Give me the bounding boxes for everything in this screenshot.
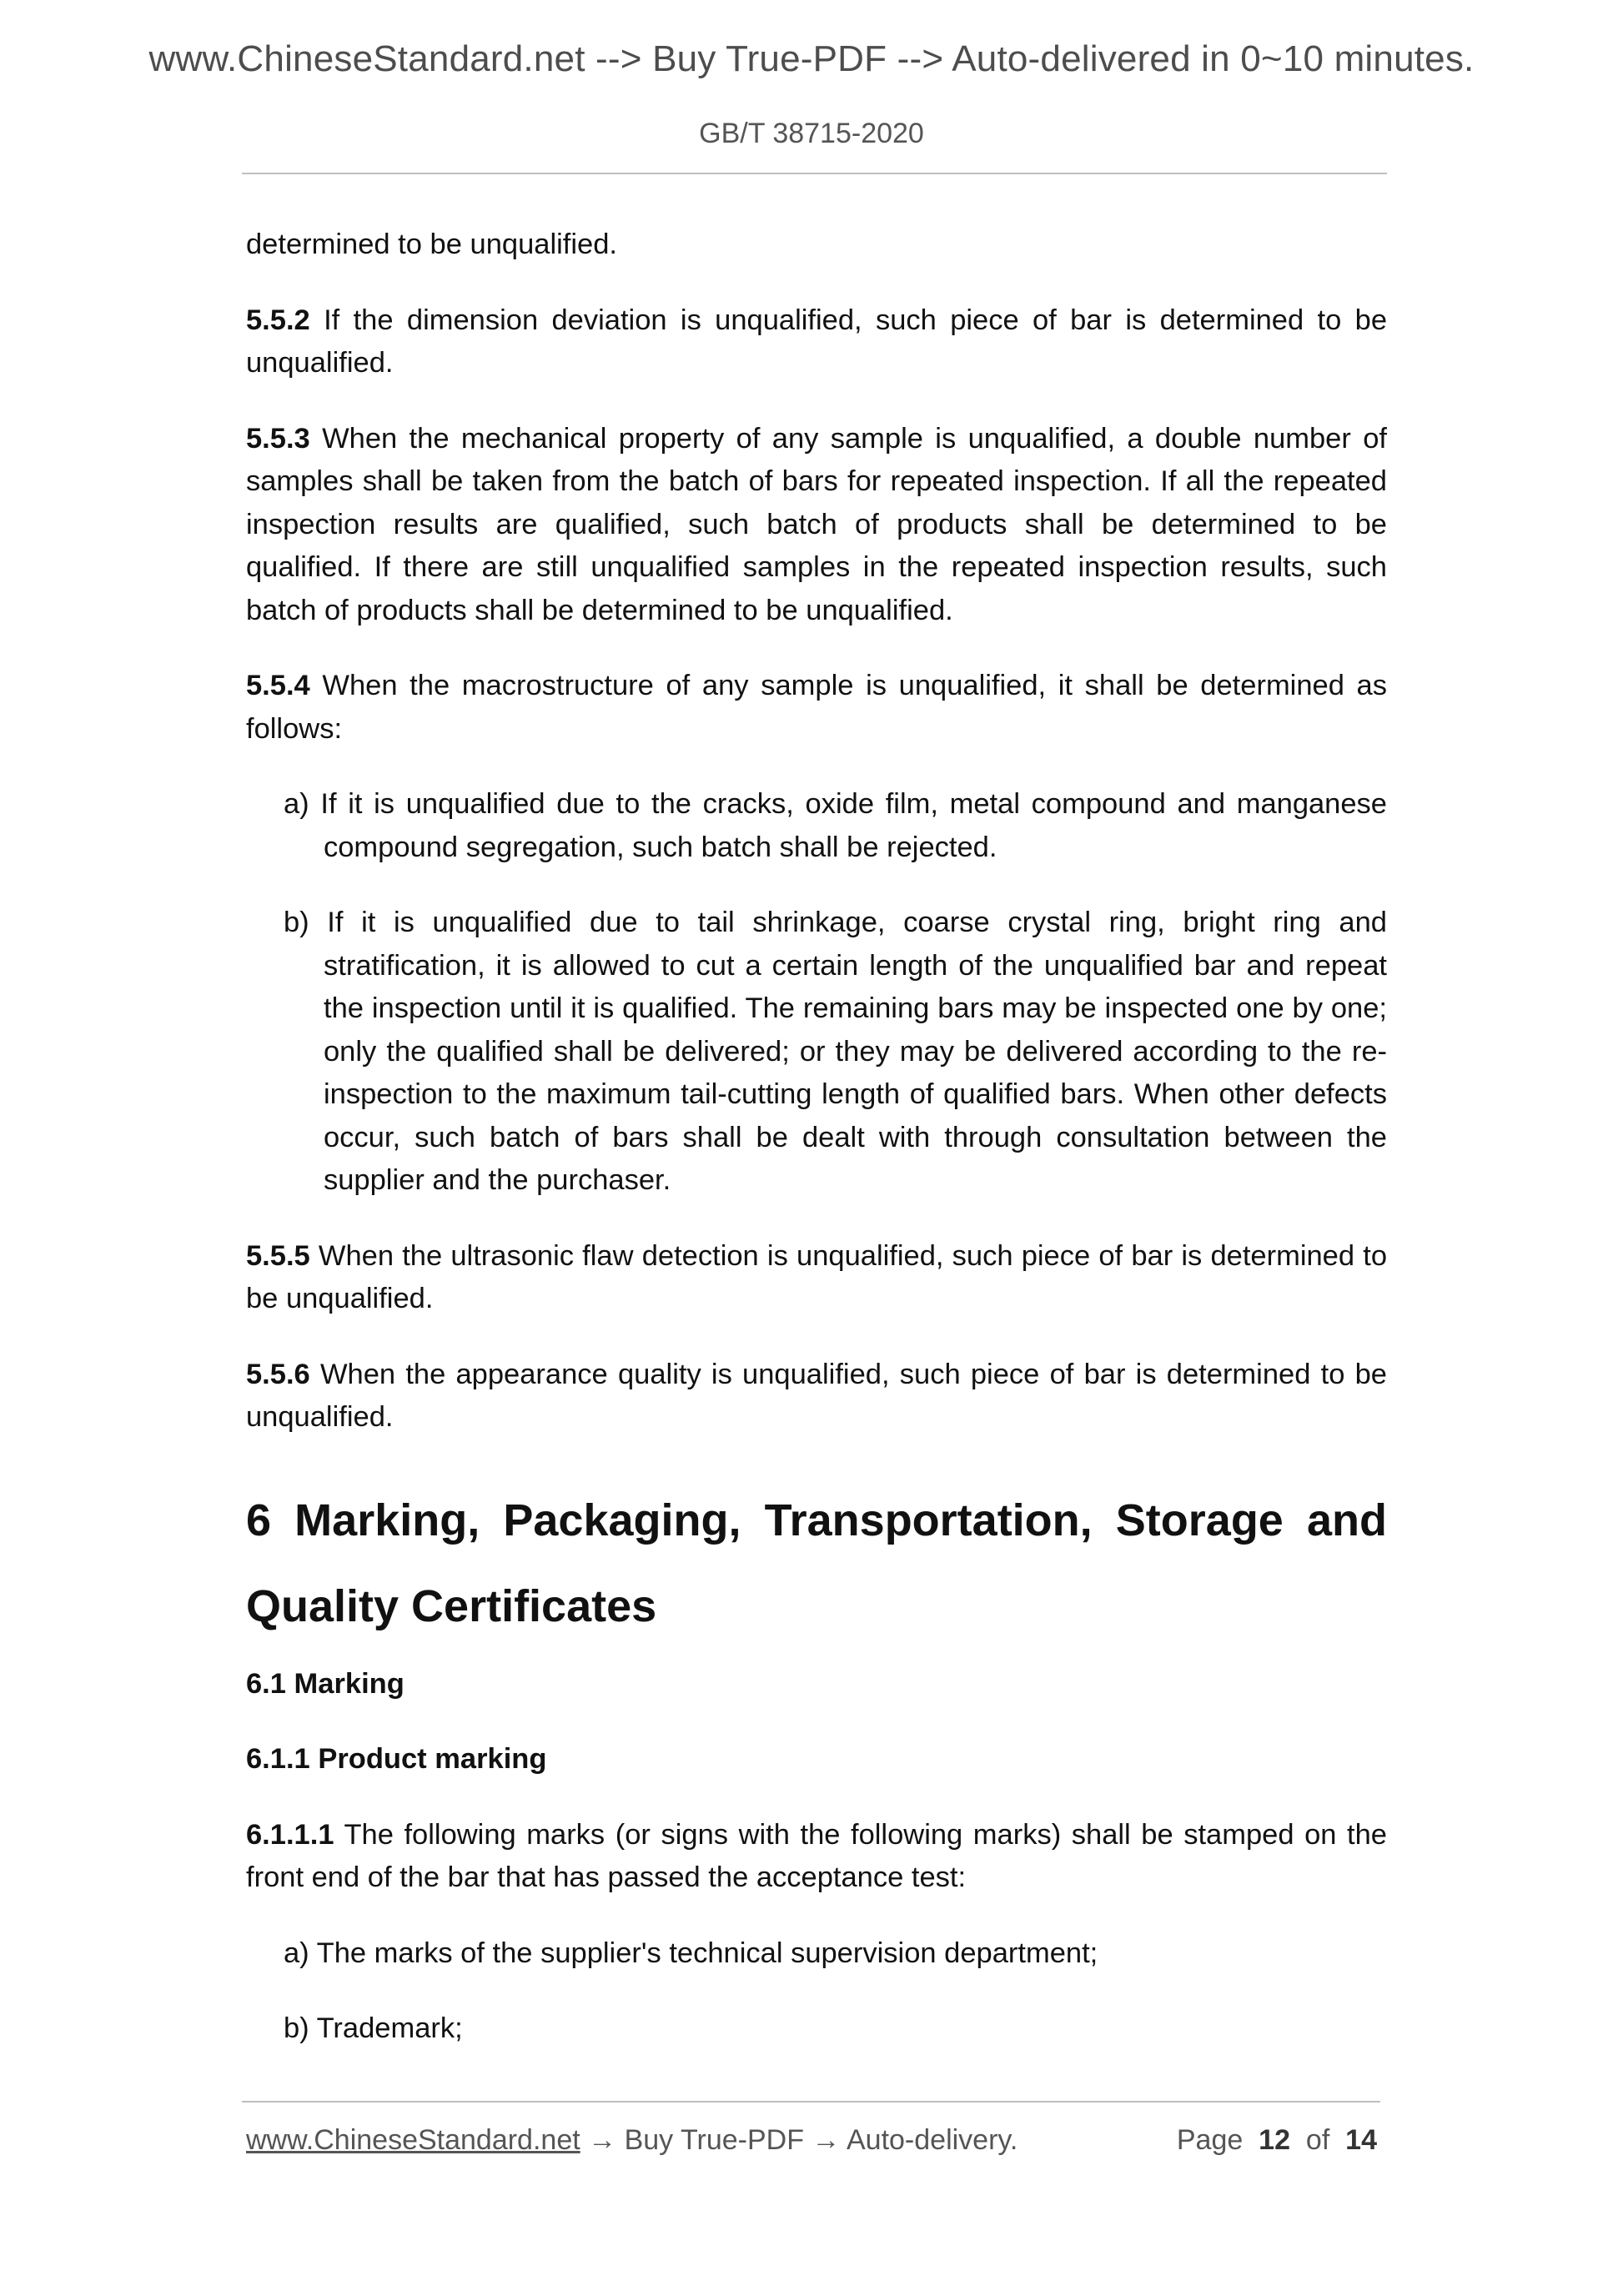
clause-number: 5.5.3 bbox=[246, 422, 310, 455]
section-heading-6-1: 6.1 Marking bbox=[246, 1667, 404, 1700]
clause-5-5-2 bbox=[246, 299, 1387, 385]
page-indicator bbox=[1177, 2124, 1377, 2157]
page-total: 14 bbox=[1345, 2124, 1377, 2156]
clause-5-5-6 bbox=[246, 1354, 1387, 1439]
footer-left bbox=[246, 2124, 1018, 2157]
page-current: 12 bbox=[1259, 2124, 1290, 2156]
section-heading-6-1-1: 6.1.1 Product marking bbox=[246, 1743, 547, 1775]
list-item-b: b) Trademark; bbox=[284, 2012, 463, 2044]
chapter-heading-line1: 6 Marking, Packaging, Transportation, Storage and bbox=[246, 1495, 1387, 1545]
header-divider bbox=[242, 173, 1387, 174]
top-banner: www.ChineseStandard.net --> Buy True-PDF --> Auto-delivered in 0~10 minutes. bbox=[148, 38, 1475, 79]
clause-number: 6.1.1.1 bbox=[246, 1818, 334, 1851]
footer-site-link[interactable]: www.ChineseStandard.net bbox=[246, 2124, 580, 2156]
clause-6-1-1-1 bbox=[246, 1814, 1387, 1900]
page-footer bbox=[246, 2124, 1380, 2164]
clause-5-5-3 bbox=[246, 418, 1387, 633]
list-item-b: b) If it is unqualified due to tail shrinkage, coarse crystal ring, bright ring and stratification, it is allowed to cut a certain length of the unqualified bar and repeat the inspection until it is qualified. The remaining bars may be inspected one by one; only the qualified shall be delivered; or they may be delivered according to the re-inspection to the maximum tail-cutting length of qualified bars. When other defects occur, such batch of bars shall be dealt with through consultation between the supplier and the purchaser. bbox=[284, 907, 1387, 1196]
list-item-a: a) The marks of the supplier's technical supervision department; bbox=[284, 1937, 1098, 1969]
footer-tagline: → Buy True-PDF → Auto-delivery. bbox=[580, 2124, 1018, 2156]
page-label: Page bbox=[1176, 2124, 1244, 2156]
clause-number: 5.5.5 bbox=[246, 1239, 310, 1272]
clause-text: The following marks (or signs with the following marks) shall be stamped on the front end of the bar that has passed the acceptance test: bbox=[246, 1818, 1387, 1893]
page-body bbox=[246, 224, 1387, 2083]
clause-text: When the macrostructure of any sample is unqualified, it shall be determined as follows: bbox=[246, 670, 1387, 745]
clause-5-5-4 bbox=[246, 665, 1387, 751]
clause-text: When the ultrasonic flaw detection is unqualified, such piece of bar is determined to be unqualified. bbox=[246, 1239, 1387, 1314]
footer-divider bbox=[242, 2101, 1380, 2103]
clause-5-5-5 bbox=[246, 1235, 1387, 1321]
list-item-a: a) If it is unqualified due to the cracks, oxide film, metal compound and manganese compound segregation, such batch shall be rejected. bbox=[284, 788, 1387, 863]
chapter-heading-line2: Quality Certificates bbox=[246, 1580, 657, 1631]
clause-number: 5.5.2 bbox=[246, 304, 310, 336]
clause-number: 5.5.4 bbox=[246, 670, 310, 701]
clause-text: If the dimension deviation is unqualified, such piece of bar is determined to be unqualified. bbox=[246, 304, 1387, 379]
clause-number: 5.5.6 bbox=[246, 1358, 310, 1390]
chapter-heading bbox=[246, 1478, 1387, 1650]
clause-text: When the mechanical property of any sample is unqualified, a double number of samples shall be taken from the batch of bars for repeated inspection. If all the repeated inspection results are qualified, such batch of products shall be determined to be qualified. If there are still unqualified samples in the repeated inspection results, such batch of products shall be determined to be unqualified. bbox=[246, 422, 1387, 626]
clause-text: When the appearance quality is unqualified, such piece of bar is determined to be unqualified. bbox=[246, 1358, 1387, 1433]
standard-number: GB/T 38715-2020 bbox=[699, 118, 924, 149]
page-of-label: of bbox=[1305, 2124, 1330, 2156]
paragraph-continued: determined to be unqualified. bbox=[246, 229, 617, 260]
